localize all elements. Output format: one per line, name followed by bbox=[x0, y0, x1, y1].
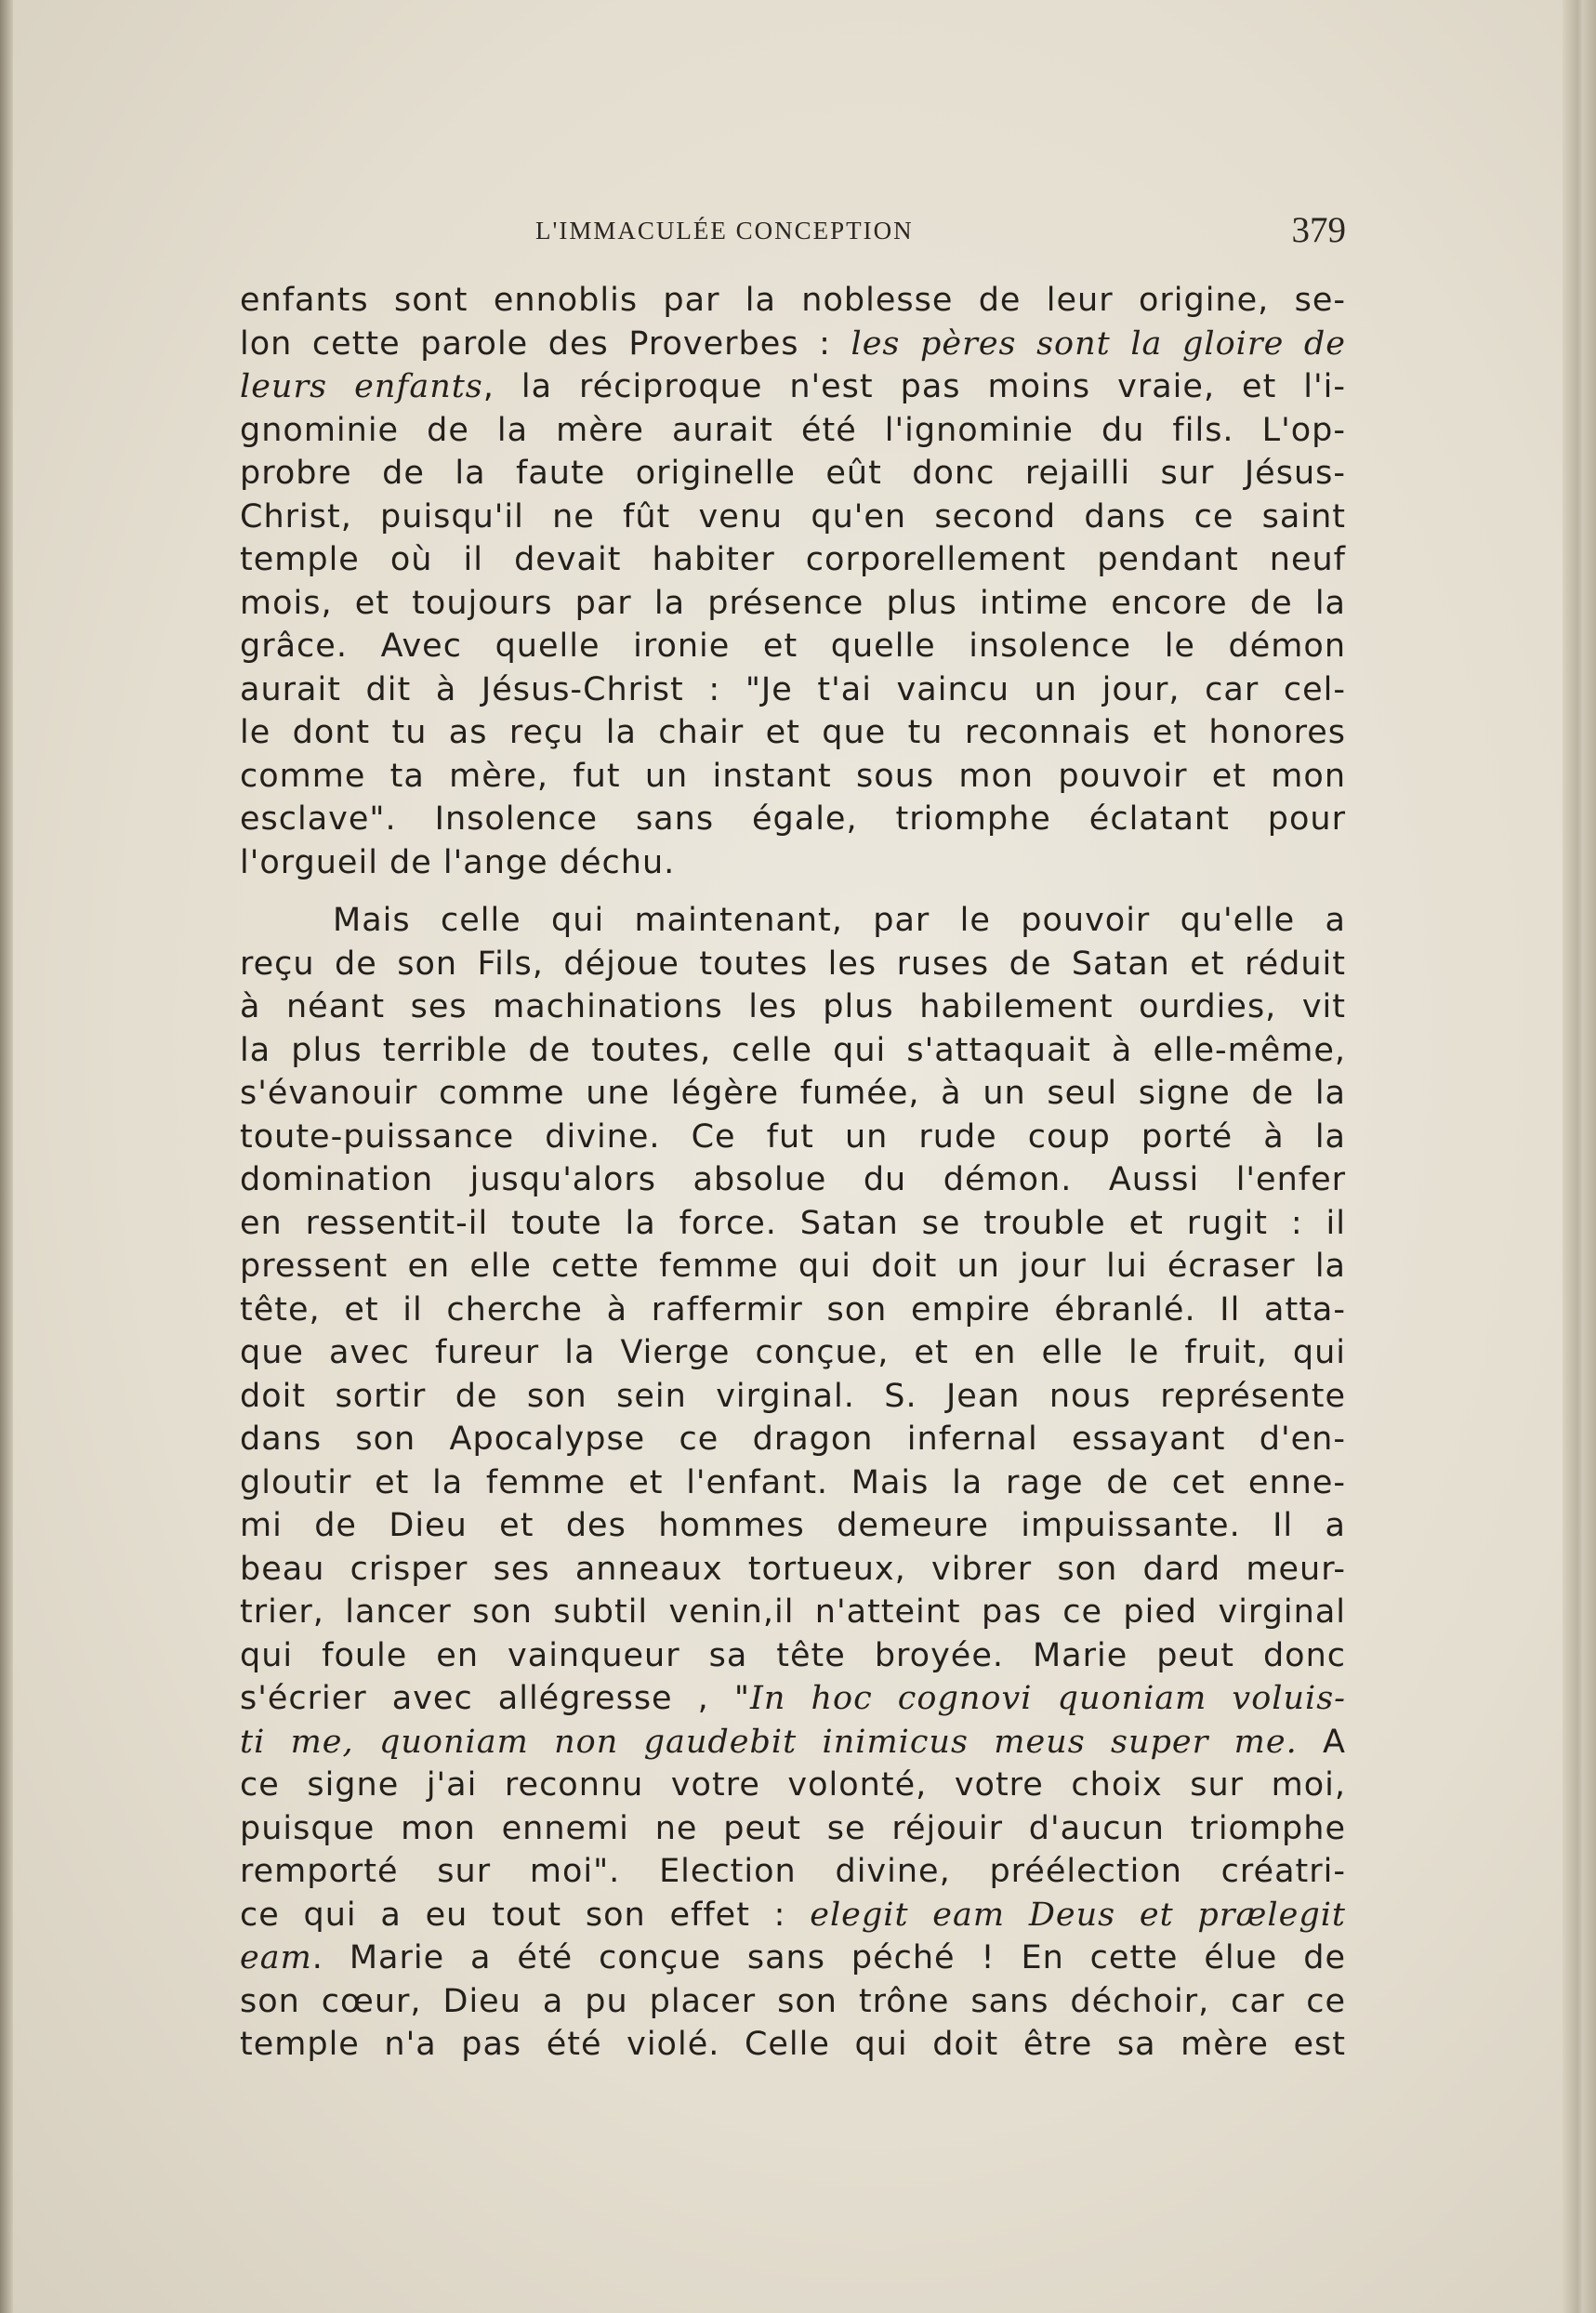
text-line bbox=[240, 323, 1346, 366]
text-run: reçu de son Fils, déjoue toutes les ruses de Satan et réduit bbox=[240, 945, 1346, 983]
text-run: domination jusqu'alors absolue du démon. Aussi l'enfer bbox=[240, 1161, 1346, 1198]
text-line bbox=[240, 1677, 1346, 1721]
text-run: doit sortir de son sein virginal. S. Jean nous représente bbox=[240, 1377, 1346, 1415]
text-run: Christ, puisqu'il ne fût venu qu'en second dans ce saint bbox=[240, 497, 1346, 535]
italic-text: leurs enfants bbox=[240, 368, 483, 405]
text-run: grâce. Avec quelle ironie et quelle insolence le démon bbox=[240, 628, 1346, 665]
text-line bbox=[240, 1504, 1346, 1548]
text-run: à néant ses machinations les plus habilement ourdies, vit bbox=[240, 988, 1346, 1025]
text-run: temple où il devait habiter corporellement pendant neuf bbox=[240, 541, 1346, 578]
text-run: . Marie a été conçue sans péché ! En cette élue de bbox=[311, 1939, 1346, 1976]
text-run: mi de Dieu et des hommes demeure impuissante. Il a bbox=[240, 1507, 1346, 1544]
text-run: en ressentit-il toute la force. Satan se trouble et rugit : il bbox=[240, 1204, 1346, 1242]
text-line bbox=[240, 1375, 1346, 1419]
page-number: 379 bbox=[1291, 210, 1346, 250]
text-run: mois, et toujours par la présence plus intime encore de la bbox=[240, 584, 1346, 622]
italic-text: elegit eam Deus et prælegit bbox=[810, 1896, 1346, 1934]
text-run: le dont tu as reçu la chair et que tu reconnais et honores bbox=[240, 714, 1346, 751]
text-line bbox=[240, 1980, 1346, 2024]
text-line bbox=[240, 496, 1346, 539]
text-run: probre de la faute originelle eût donc rejailli sur Jésus- bbox=[240, 455, 1346, 492]
text-line bbox=[240, 899, 1346, 943]
text-line bbox=[240, 1289, 1346, 1332]
text-run: remporté sur moi". Election divine, préélection créatri- bbox=[240, 1853, 1346, 1890]
page-header bbox=[240, 209, 1346, 252]
text-run: trier, lancer son subtil venin,il n'atteint pas ce pied virginal bbox=[240, 1593, 1346, 1631]
text-line bbox=[240, 943, 1346, 986]
text-line bbox=[240, 2023, 1346, 2067]
text-run: s'évanouir comme une légère fumée, à un seul signe de la bbox=[240, 1075, 1346, 1112]
paragraph-gap bbox=[240, 884, 1346, 899]
text-line bbox=[240, 1936, 1346, 1980]
text-line bbox=[240, 365, 1346, 409]
text-line bbox=[240, 1418, 1346, 1461]
text-run: comme ta mère, fut un instant sous mon pouvoir et mon bbox=[240, 757, 1346, 795]
text-line bbox=[240, 1548, 1346, 1592]
text-line bbox=[240, 1331, 1346, 1375]
text-run: esclave". Insolence sans égale, triomphe éclatant pour bbox=[240, 800, 1346, 838]
text-run: que avec fureur la Vierge conçue, et en elle le fruit, qui bbox=[240, 1334, 1346, 1371]
text-line bbox=[240, 1029, 1346, 1073]
text-line bbox=[240, 538, 1346, 582]
italic-text: In hoc cognovi quoniam voluis- bbox=[750, 1680, 1346, 1717]
text-line bbox=[240, 1807, 1346, 1851]
text-line bbox=[240, 625, 1346, 668]
text-line bbox=[240, 1591, 1346, 1634]
body-text bbox=[240, 279, 1346, 2067]
text-line bbox=[240, 755, 1346, 799]
text-run: pressent en elle cette femme qui doit un jour lui écraser la bbox=[240, 1248, 1346, 1285]
text-line bbox=[240, 841, 1346, 885]
text-run: tête, et il cherche à raffermir son empire ébranlé. Il atta- bbox=[240, 1290, 1346, 1328]
text-run: A bbox=[1297, 1723, 1346, 1761]
text-line bbox=[240, 1850, 1346, 1894]
text-line bbox=[240, 582, 1346, 626]
page-left-edge bbox=[0, 0, 13, 2313]
text-run: ce qui a eu tout son effet : bbox=[240, 1896, 811, 1934]
text-line bbox=[240, 1202, 1346, 1246]
text-line bbox=[240, 798, 1346, 841]
text-run: Mais celle qui maintenant, par le pouvoir qu'elle a bbox=[333, 902, 1346, 939]
text-run: puisque mon ennemi ne peut se réjouir d'aucun triomphe bbox=[240, 1809, 1346, 1847]
text-run: beau crisper ses anneaux tortueux, vibrer son dard meur- bbox=[240, 1550, 1346, 1588]
text-run: aurait dit à Jésus-Christ : "Je t'ai vaincu un jour, car cel- bbox=[240, 670, 1346, 708]
text-line bbox=[240, 1072, 1346, 1116]
text-run: qui foule en vainqueur sa tête broyée. Marie peut donc bbox=[240, 1636, 1346, 1674]
text-run: enfants sont ennoblis par la noblesse de leur origine, se- bbox=[240, 282, 1346, 319]
italic-text: ti me, quoniam non gaudebit inimicus meus super me. bbox=[240, 1723, 1298, 1761]
text-line bbox=[240, 1764, 1346, 1807]
text-run: gnominie de la mère aurait été l'ignominie du fils. L'op- bbox=[240, 411, 1346, 449]
paragraph bbox=[240, 899, 1346, 2067]
text-run: la plus terrible de toutes, celle qui s'attaquait à elle-même, bbox=[240, 1031, 1346, 1069]
text-run: s'écrier avec allégresse , " bbox=[240, 1680, 751, 1717]
text-line bbox=[240, 1894, 1346, 1937]
text-run: dans son Apocalypse ce dragon infernal essayant d'en- bbox=[240, 1421, 1346, 1458]
text-run: toute-puissance divine. Ce fut un rude coup porté à la bbox=[240, 1117, 1346, 1156]
text-run: ce signe j'ai reconnu votre volonté, votre choix sur moi, bbox=[240, 1766, 1346, 1804]
text-line bbox=[240, 279, 1346, 323]
text-run: gloutir et la femme et l'enfant. Mais la rage de cet enne- bbox=[240, 1463, 1346, 1501]
text-line bbox=[240, 1245, 1346, 1289]
text-run: lon cette parole des Proverbes : bbox=[240, 324, 851, 363]
text-line bbox=[240, 1721, 1346, 1764]
page-right-edge bbox=[1563, 0, 1596, 2313]
text-line bbox=[240, 985, 1346, 1029]
text-line bbox=[240, 409, 1346, 453]
paragraph bbox=[240, 279, 1346, 884]
text-run: son cœur, Dieu a pu placer son trône sans déchoir, car ce bbox=[240, 1982, 1346, 2020]
italic-text: eam bbox=[240, 1939, 312, 1976]
text-run: l'orgueil de l'ange déchu. bbox=[240, 843, 676, 881]
text-line bbox=[240, 1634, 1346, 1678]
text-line bbox=[240, 452, 1346, 496]
text-line bbox=[240, 668, 1346, 712]
text-line bbox=[240, 1158, 1346, 1202]
text-line bbox=[240, 711, 1346, 755]
running-title: L'IMMACULÉE CONCEPTION bbox=[535, 217, 914, 245]
text-line bbox=[240, 1116, 1346, 1159]
italic-text: les pères sont la gloire de bbox=[851, 324, 1346, 363]
text-run: temple n'a pas été violé. Celle qui doit être sa mère est bbox=[240, 2026, 1346, 2063]
text-line bbox=[240, 1461, 1346, 1505]
text-run: , la réciproque n'est pas moins vraie, et l'i- bbox=[482, 368, 1346, 405]
